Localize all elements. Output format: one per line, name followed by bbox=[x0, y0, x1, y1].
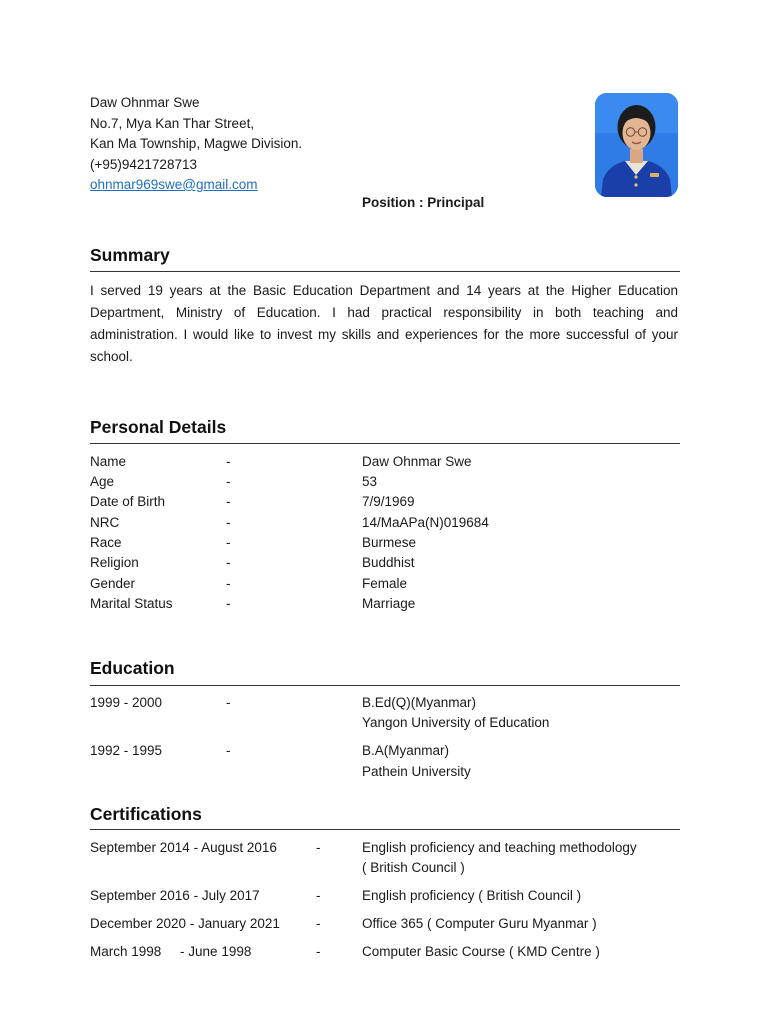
certifications-divider bbox=[90, 829, 680, 830]
field-separator: - bbox=[316, 840, 321, 855]
certification-period: December 2020 - January 2021 bbox=[90, 916, 280, 931]
personal-row-race bbox=[0, 533, 768, 553]
certification-name-continued: ( British Council ) bbox=[362, 860, 465, 875]
education-institution: Yangon University of Education bbox=[362, 715, 550, 730]
education-years: 1992 - 1995 bbox=[90, 743, 163, 758]
portrait-illustration bbox=[595, 93, 678, 197]
position-heading: Position : Principal bbox=[362, 195, 485, 210]
education-entry-detail bbox=[0, 762, 768, 782]
contact-phone: (+95)9421728713 bbox=[90, 156, 197, 172]
summary-title: Summary bbox=[90, 245, 170, 265]
field-label: Age bbox=[90, 474, 115, 489]
field-separator: - bbox=[226, 494, 231, 509]
contact-block bbox=[90, 93, 302, 196]
field-separator: - bbox=[226, 535, 231, 550]
personal-row-name bbox=[0, 452, 768, 472]
education-institution: Pathein University bbox=[362, 764, 471, 779]
personal-row-gender bbox=[0, 574, 768, 594]
education-entry bbox=[0, 693, 768, 713]
personal-row-nrc bbox=[0, 513, 768, 533]
certification-name: English proficiency and teaching methodology bbox=[362, 840, 637, 855]
certification-entry bbox=[0, 838, 768, 858]
field-separator: - bbox=[226, 743, 231, 758]
certification-entry bbox=[0, 914, 768, 934]
field-label: Name bbox=[90, 454, 127, 469]
field-separator: - bbox=[226, 576, 231, 591]
field-label: Gender bbox=[90, 576, 136, 591]
education-degree: B.Ed(Q)(Myanmar) bbox=[362, 695, 477, 710]
education-entry-detail bbox=[0, 713, 768, 733]
education-divider bbox=[90, 685, 680, 686]
certification-period: September 2014 - August 2016 bbox=[90, 840, 277, 855]
certification-name: Office 365 ( Computer Guru Myanmar ) bbox=[362, 916, 597, 931]
contact-address-line1: No.7, Mya Kan Thar Street, bbox=[90, 115, 255, 131]
field-value: Daw Ohnmar Swe bbox=[362, 454, 472, 469]
field-value: 7/9/1969 bbox=[362, 494, 415, 509]
field-separator: - bbox=[226, 454, 231, 469]
field-separator: - bbox=[316, 944, 321, 959]
certification-name: English proficiency ( British Council ) bbox=[362, 888, 582, 903]
summary-text: I served 19 years at the Basic Education Department and 14 years at the Higher Education Department, Ministry of Education. I had practical responsibility in both teaching and administration. I would like to invest my skills and experiences for the more successful of your school. bbox=[90, 283, 678, 364]
field-separator: - bbox=[226, 474, 231, 489]
contact-name: Daw Ohnmar Swe bbox=[90, 95, 200, 110]
field-label: NRC bbox=[90, 515, 120, 530]
field-separator: - bbox=[226, 695, 231, 710]
education-title: Education bbox=[90, 658, 175, 678]
field-value: Marriage bbox=[362, 596, 416, 611]
profile-photo bbox=[595, 93, 678, 197]
certification-period: March 1998 - June 1998 bbox=[90, 944, 252, 959]
contact-address-line2: Kan Ma Township, Magwe Division. bbox=[90, 136, 303, 151]
field-separator: - bbox=[226, 555, 231, 570]
field-value: Buddhist bbox=[362, 555, 415, 570]
personal-row-marital-status bbox=[0, 594, 768, 614]
field-label: Marital Status bbox=[90, 596, 173, 611]
education-years: 1999 - 2000 bbox=[90, 695, 163, 710]
certification-entry bbox=[0, 886, 768, 906]
personal-details-title: Personal Details bbox=[90, 417, 227, 437]
field-value: Female bbox=[362, 576, 408, 591]
field-value: 53 bbox=[362, 474, 378, 489]
certification-period: September 2016 - July 2017 bbox=[90, 888, 260, 903]
field-label: Religion bbox=[90, 555, 139, 570]
field-separator: - bbox=[316, 916, 321, 931]
contact-email-link[interactable]: ohnmar969swe@gmail.com bbox=[90, 177, 258, 192]
field-separator: - bbox=[316, 888, 321, 903]
summary-divider bbox=[90, 271, 680, 272]
personal-row-religion bbox=[0, 553, 768, 573]
field-value: 14/MaAPa(N)019684 bbox=[362, 515, 489, 530]
field-separator: - bbox=[226, 515, 231, 530]
certification-name: Computer Basic Course ( KMD Centre ) bbox=[362, 944, 600, 959]
education-degree: B.A(Myanmar) bbox=[362, 743, 450, 758]
personal-row-date-of-birth bbox=[0, 492, 768, 512]
field-value: Burmese bbox=[362, 535, 417, 550]
certification-entry bbox=[0, 942, 768, 962]
field-separator: - bbox=[226, 596, 231, 611]
certifications-title: Certifications bbox=[90, 804, 202, 824]
education-entry bbox=[0, 741, 768, 761]
personal-row-age bbox=[0, 472, 768, 492]
personal-details-divider bbox=[90, 443, 680, 444]
field-label: Race bbox=[90, 535, 122, 550]
field-label: Date of Birth bbox=[90, 494, 166, 509]
certification-entry-detail bbox=[0, 858, 768, 878]
